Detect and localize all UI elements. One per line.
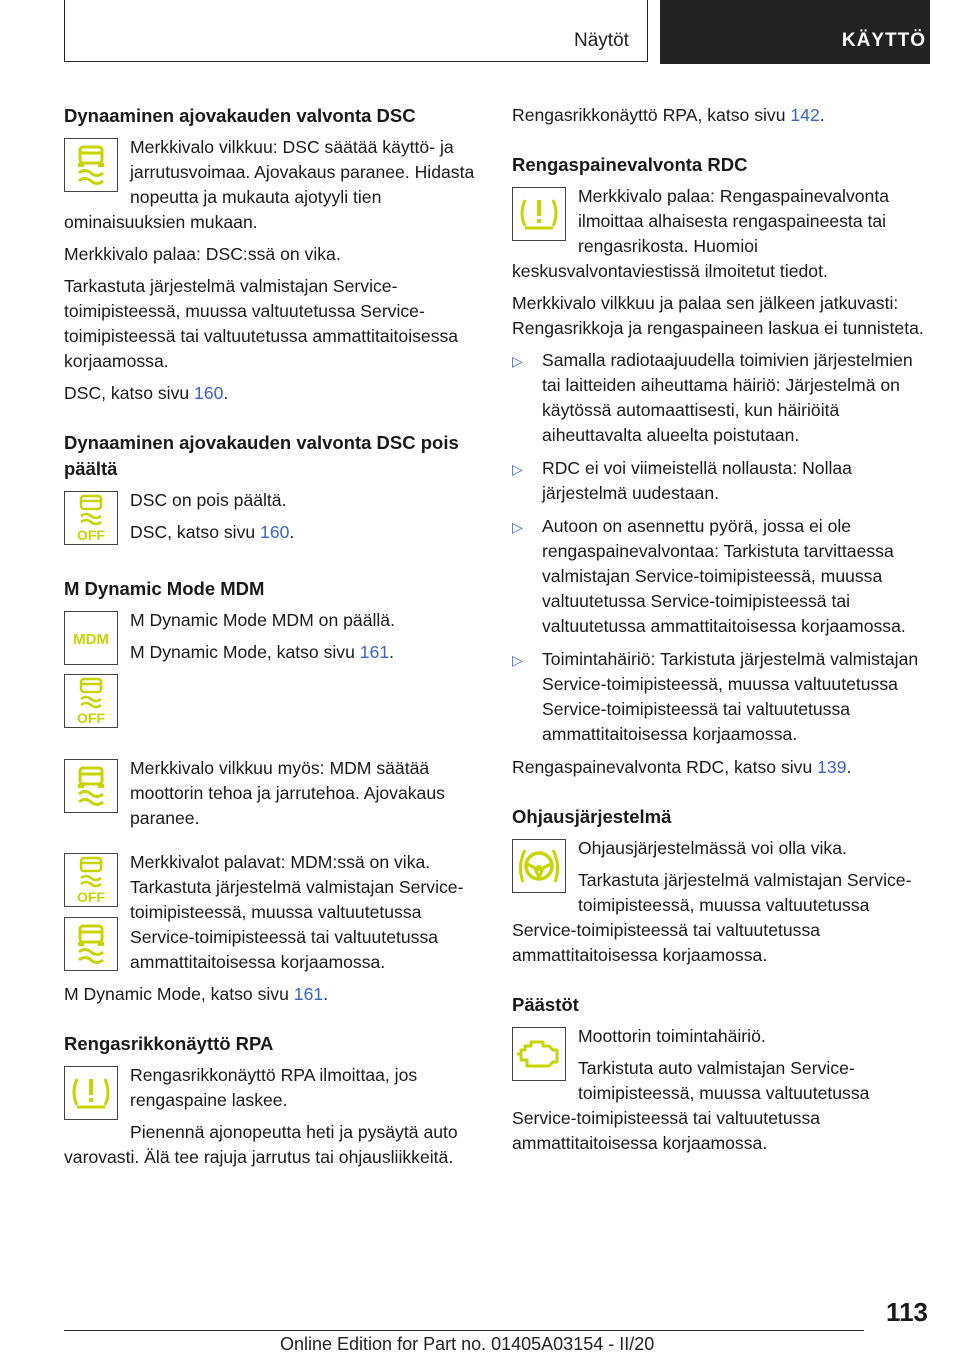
- mdm-icon: [64, 611, 118, 665]
- section-rdc: [512, 152, 928, 780]
- section-dsc: [64, 103, 480, 406]
- triangle-bullet-icon: ▷: [512, 652, 523, 668]
- list-item: ▷ RDC ei voi viimeistellä nollausta: Nollaa järjestelmä uudestaan.: [512, 458, 852, 503]
- page-number: 113: [886, 1297, 928, 1327]
- page-link[interactable]: 139: [817, 757, 847, 777]
- triangle-bullet-icon: ▷: [512, 353, 523, 369]
- page-link[interactable]: 160: [194, 383, 224, 403]
- dsc-off-icon: [64, 853, 118, 907]
- page-link[interactable]: 160: [260, 522, 290, 542]
- dsc-off-page-ref: DSC, katso sivu 160.: [130, 522, 295, 542]
- section-dsc-off: [64, 430, 480, 552]
- rdc-blink-text: Merkkivalo vilkkuu ja palaa sen jälkeen jatkuvasti: Rengasrikkoja ja rengaspaineen laskua ei tunnisteta.: [512, 293, 924, 338]
- dsc-on-text: Merkkivalo palaa: DSC:ssä on vika.: [64, 244, 341, 264]
- page-link[interactable]: 161: [359, 642, 390, 662]
- mdm-fault-text: Merkkivalot palavat: MDM:ssä on vika. Tarkastuta järjestelmä valmistajan Service-toimipisteessä, muussa valtuutetussa Service-toimipisteessä tai valtuutetussa ammattitaitoisessa korjaamossa.: [130, 852, 464, 972]
- header-section-title: Näytöt: [574, 30, 629, 51]
- section-steering: [512, 804, 928, 968]
- page-link[interactable]: 161: [293, 984, 324, 1004]
- tire-warning-icon: [64, 1066, 118, 1120]
- triangle-bullet-icon: ▷: [512, 461, 523, 477]
- dsc-off-icon: [64, 491, 118, 545]
- section-title: Rengasrikkonäyttö RPA: [64, 1033, 274, 1054]
- emissions-check-text: Tarkistuta auto valmistajan Service-toimipisteessä, muussa valtuutetussa Service-toimipisteessä tai valtuutetussa ammattitaitoisessa korjaamossa.: [512, 1058, 870, 1153]
- right-column: [512, 103, 928, 1163]
- left-column: [64, 103, 480, 1177]
- mdm-page-ref: M Dynamic Mode, katso sivu 161.: [130, 642, 395, 662]
- steering-warning-icon: [512, 839, 566, 893]
- dsc-skid-icon: [64, 917, 118, 971]
- section-emissions: [512, 992, 928, 1156]
- section-title: Päästöt: [512, 994, 579, 1015]
- steering-check-text: Tarkastuta järjestelmä valmistajan Service-toimipisteessä, muussa valtuutetussa Service-toimipisteessä tai valtuutetussa ammattitaitoisessa korjaamossa.: [512, 870, 912, 965]
- rdc-on-text: Merkkivalo palaa: Rengaspainevalvonta ilmoittaa alhaisesta rengaspaineesta tai rengasrikosta. Huomioi keskusvalvontaviestissä ilmoitetut tiedot.: [512, 186, 890, 281]
- dsc-skid-icon: [64, 759, 118, 813]
- mdm-fault-block: [64, 850, 480, 982]
- mdm-blink-text: Merkkivalo vilkkuu myös: MDM säätää moottorin tehoa ja jarrutehoa. Ajovakaus paranee.: [130, 758, 445, 828]
- footer-edition: Online Edition for Part no. 01405A03154 - II/20: [280, 1334, 655, 1354]
- dsc-check-text: Tarkastuta järjestelmä valmistajan Service-toimipisteessä, muussa valtuutetussa Service-toimipisteessä tai valtuutetussa ammattitaitoisessa korjaamossa.: [64, 276, 459, 371]
- dsc-blink-text: Merkkivalo vilkkuu: DSC säätää käyttö- ja jarrutusvoimaa. Ajovakaus paranee. Hidasta nopeutta ja mukauta ajotyyli tien ominaisuuksien mukaan.: [64, 137, 475, 232]
- dsc-off-icon: [64, 674, 118, 728]
- header-section-box: [64, 0, 648, 62]
- section-title: Dynaaminen ajovakauden valvonta DSC pois päältä: [64, 432, 459, 479]
- section-title: Dynaaminen ajovakauden valvonta DSC: [64, 105, 416, 126]
- rpa-info-text: Rengasrikkonäyttö RPA ilmoittaa, jos rengaspaine laskee.: [130, 1065, 418, 1110]
- page-link[interactable]: 142: [790, 105, 820, 125]
- section-title: Rengaspainevalvonta RDC: [512, 154, 748, 175]
- triangle-bullet-icon: ▷: [512, 519, 523, 535]
- page-header: [64, 0, 930, 64]
- off-label: OFF: [77, 889, 105, 905]
- steering-fault-text: Ohjausjärjestelmässä voi olla vika.: [578, 838, 847, 858]
- section-title: M Dynamic Mode MDM: [64, 578, 265, 599]
- list-item: ▷ Autoon on asennettu pyörä, jossa ei ole rengaspainevalvontaa: Tarkistuta tarvittaessa valmistajan Service-toimipisteessä, muussa valtuutetussa Service-toimipisteessä tai valtuutetussa ammattitaitoisessa korjaamossa.: [512, 516, 906, 636]
- off-label: OFF: [77, 527, 105, 543]
- section-rpa: [64, 1031, 480, 1170]
- footer-divider: [64, 1330, 864, 1331]
- mdm-label: MDM: [73, 631, 109, 648]
- rdc-page-ref: Rengaspainevalvonta RDC, katso sivu 139.: [512, 757, 852, 777]
- mdm-on-text: M Dynamic Mode MDM on päällä.: [130, 610, 395, 630]
- tire-warning-icon: [512, 187, 566, 241]
- list-item: ▷ Toimintahäiriö: Tarkistuta järjestelmä valmistajan Service-toimipisteessä, muussa valtuutetussa Service-toimipisteessä tai valtuutetussa ammattitaitoisessa korjaamossa.: [512, 649, 919, 744]
- section-mdm: [64, 576, 480, 1007]
- mdm-page-ref-2: M Dynamic Mode, katso sivu 161.: [64, 984, 329, 1004]
- engine-fault-text: Moottorin toimintahäiriö.: [578, 1026, 766, 1046]
- header-chapter-title: KÄYTTÖ: [660, 0, 930, 64]
- rpa-page-ref: Rengasrikkonäyttö RPA, katso sivu 142.: [512, 105, 825, 125]
- off-label: OFF: [77, 710, 105, 726]
- rpa-action-text: Pienennä ajonopeutta heti ja pysäytä auto varovasti. Älä tee rajuja jarrutus tai ohjausliikkeitä.: [64, 1122, 458, 1167]
- mdm-fault-icons: [64, 850, 118, 971]
- section-title: Ohjausjärjestelmä: [512, 806, 672, 827]
- check-engine-icon: [512, 1027, 566, 1081]
- rdc-bullet-list: [512, 348, 928, 747]
- dsc-off-text: DSC on pois päältä.: [130, 490, 287, 510]
- dsc-page-ref: DSC, katso sivu 160.: [64, 383, 229, 403]
- dsc-skid-icon: [64, 138, 118, 192]
- list-item: ▷ Samalla radiotaajuudella toimivien järjestelmien tai laitteiden aiheuttama häiriö: Järjestelmä on käytössä automaattisesti, kun häiriöitä aiheuttavalta alueelta poistutaan.: [512, 350, 913, 445]
